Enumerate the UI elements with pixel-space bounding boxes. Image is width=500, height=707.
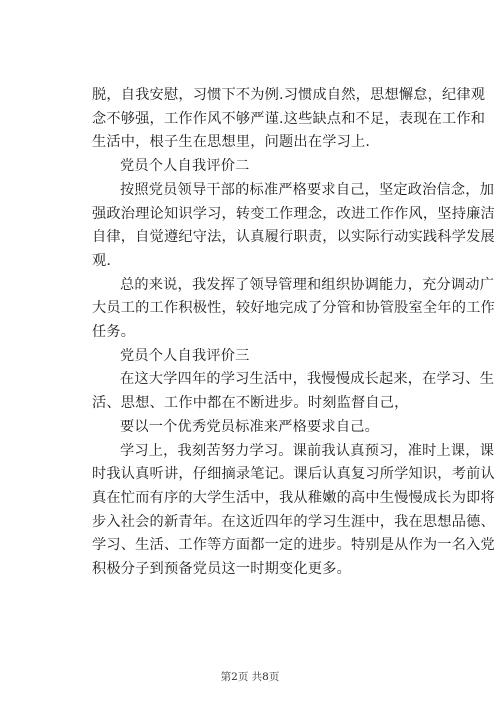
document-body <box>92 84 495 582</box>
text-line: 强政治理论知识学习，转变工作理念，改进工作作风，坚持廉洁 <box>92 205 495 222</box>
text-line: 活、思想、工作中都在不断进步。时刻监督自己， <box>92 395 409 412</box>
text-line: 按照党员领导干部的标准严格要求自己，坚定政治信念，加 <box>120 181 495 198</box>
text-line: 生活中，根子生在思想里，问题出在学习上. <box>92 134 371 151</box>
text-line: 脱，自我安慰，习惯下不为例.习惯成自然，思想懈怠，纪律观 <box>92 87 486 103</box>
text-line: 念不够强，工作作风不够严谨.这些缺点和不足，表现在工作和 <box>92 110 486 127</box>
text-line: 大员工的工作积极性，较好地完成了分管和协管股室全年的工作 <box>92 300 495 317</box>
text-line: 学习、生活、工作等方面都一定的进步。特别是从作为一名入党 <box>92 537 495 554</box>
text-line: 时我认真听讲，仔细摘录笔记。课后认真复习所学知识，考前认 <box>92 466 495 483</box>
section-heading: 党员个人自我评价三 <box>120 347 250 364</box>
section-heading: 党员个人自我评价二 <box>120 158 250 175</box>
page-number: 第2页 共8页 <box>220 671 280 683</box>
text-line: 学习上，我刻苦努力学习。课前我认真预习，准时上课，课 <box>120 442 495 459</box>
text-line: 观. <box>92 252 112 269</box>
text-line: 步入社会的新青年。在这近四年的学习生涯中，我在思想品德、 <box>92 513 495 530</box>
text-line: 自律，自觉遵纪守法，认真履行职责，以实际行动实践科学发展 <box>92 229 495 246</box>
text-line: 要以一个优秀党员标准来严格要求自己。 <box>120 418 379 435</box>
text-line: 真在忙而有序的大学生活中，我从稚嫩的高中生慢慢成长为即将 <box>92 489 495 506</box>
text-line: 总的来说，我发挥了领导管理和组织协调能力，充分调动广 <box>120 276 495 293</box>
text-line: 任务。 <box>92 324 136 341</box>
text-line: 积极分子到预备党员这一时期变化更多。 <box>92 561 351 578</box>
text-line: 在这大学四年的学习生活中，我慢慢成长起来，在学习、生 <box>120 371 495 388</box>
